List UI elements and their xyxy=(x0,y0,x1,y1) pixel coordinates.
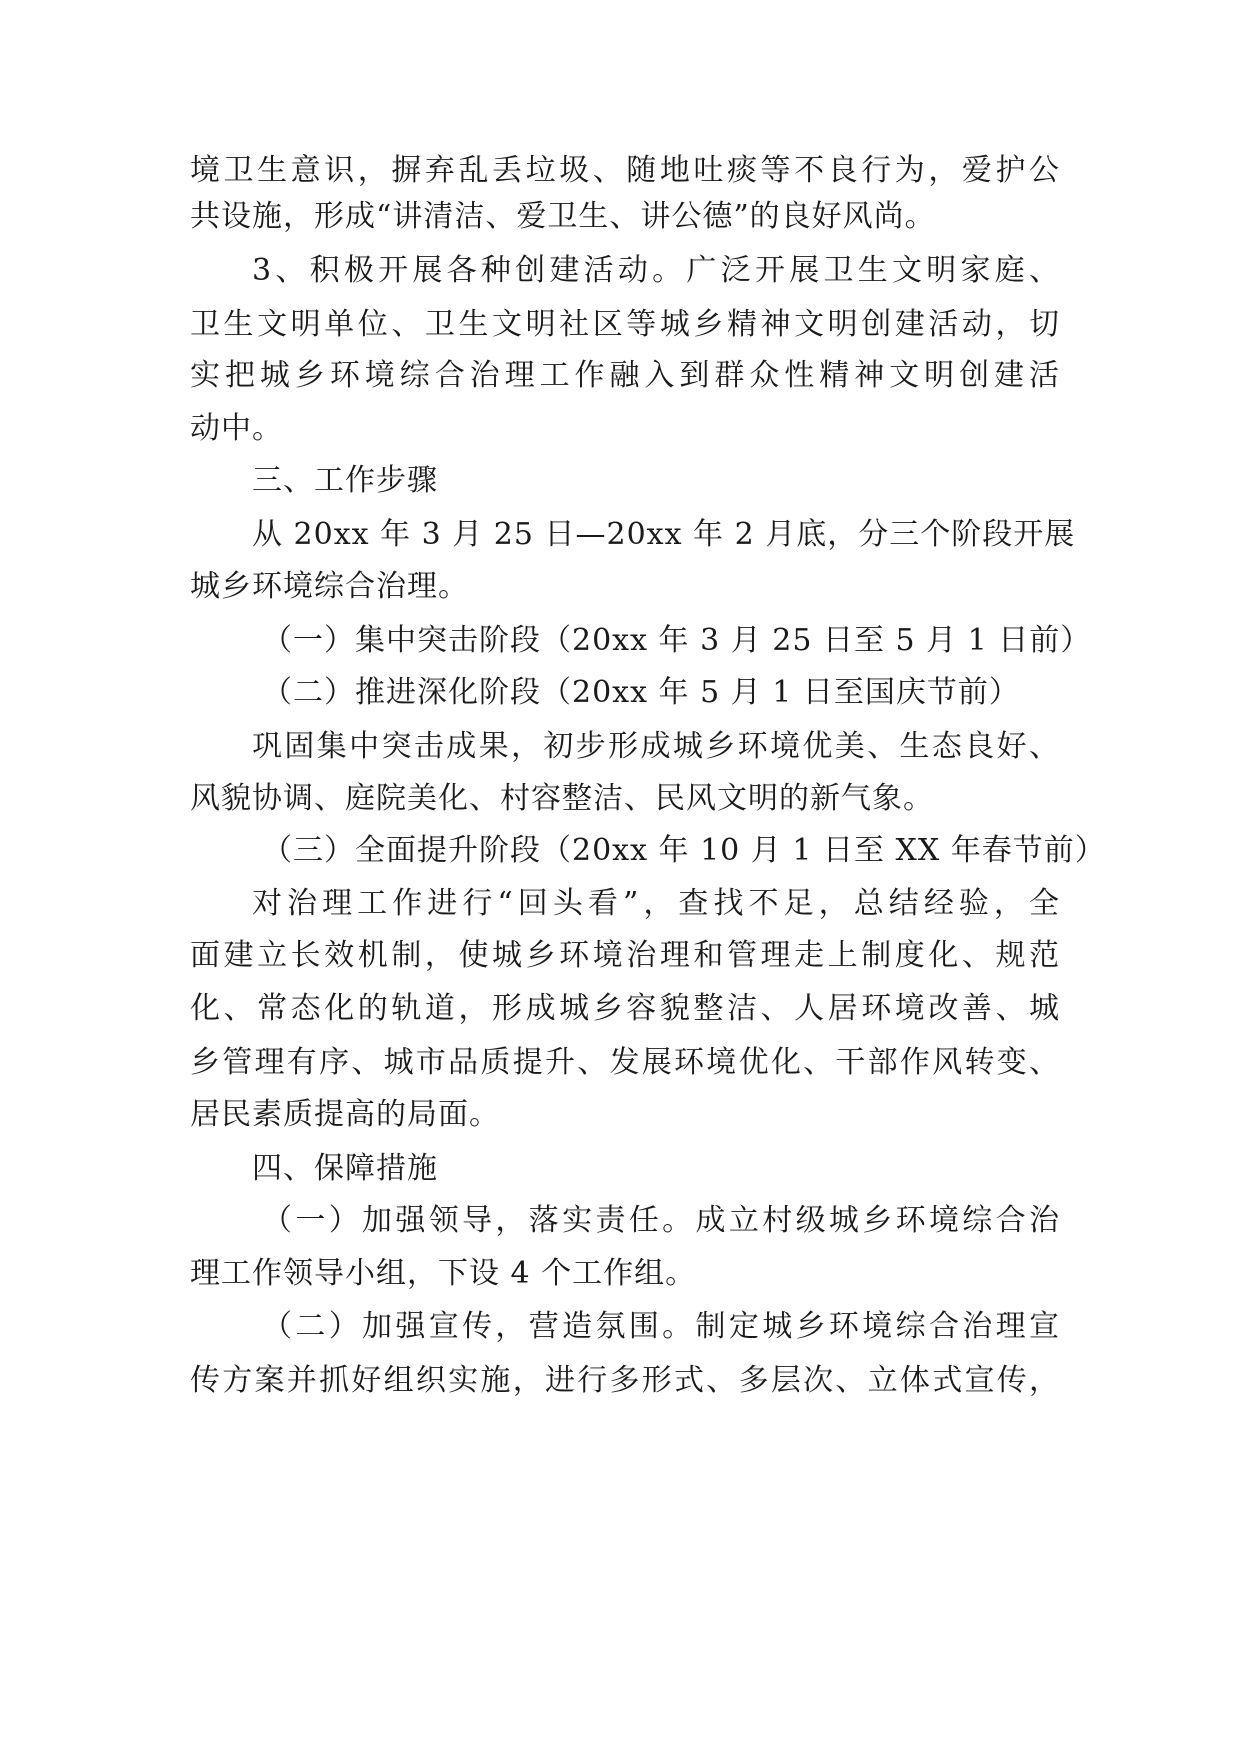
paragraph-line: （二）加强宣传，营造氛围。制定城乡环境综合治理宣 xyxy=(262,1309,1060,1344)
paragraph-line: 乡管理有序、城市品质提升、发展环境优化、干部作风转变、 xyxy=(190,1045,1060,1080)
paragraph-line: 理工作领导小组，下设 4 个工作组。 xyxy=(190,1256,697,1291)
paragraph-line: 传方案并抓好组织实施，进行多形式、多层次、立体式宣传， xyxy=(190,1363,1060,1398)
subsection-heading: （三）全面提升阶段（20xx 年 10 月 1 日至 XX 年春节前） xyxy=(262,833,1106,868)
paragraph-line: 居民素质提高的局面。 xyxy=(190,1097,500,1132)
section-heading: 四、保障措施 xyxy=(252,1151,438,1186)
paragraph-line: 动中。 xyxy=(190,411,283,446)
paragraph-line: 从 20xx 年 3 月 25 日—20xx 年 2 月底，分三个阶段开展 xyxy=(252,517,1076,552)
paragraph-line: 实把城乡环境综合治理工作融入到群众性精神文明创建活 xyxy=(190,358,1060,393)
paragraph-line: 对治理工作进行“回头看”，查找不足，总结经验，全 xyxy=(252,886,1060,921)
paragraph-line: 巩固集中突击成果，初步形成城乡环境优美、生态良好、 xyxy=(252,729,1060,764)
section-heading: 三、工作步骤 xyxy=(252,463,438,498)
paragraph-line: 城乡环境综合治理。 xyxy=(190,569,469,604)
subsection-heading: （一）集中突击阶段（20xx 年 3 月 25 日至 5 月 1 日前） xyxy=(262,623,1092,658)
paragraph-line: 3、积极开展各种创建活动。广泛开展卫生文明家庭、 xyxy=(252,253,1060,288)
paragraph-line: 风貌协调、庭院美化、村容整洁、民风文明的新气象。 xyxy=(190,781,934,816)
paragraph-line: 化、常态化的轨道，形成城乡容貌整洁、人居环境改善、城 xyxy=(190,991,1060,1026)
paragraph-line: 共设施，形成“讲清洁、爱卫生、讲公德”的良好风尚。 xyxy=(190,199,936,234)
paragraph-line: 卫生文明单位、卫生文明社区等城乡精神文明创建活动，切 xyxy=(190,307,1060,342)
paragraph-line: 面建立长效机制，使城乡环境治理和管理走上制度化、规范 xyxy=(190,938,1060,973)
paragraph-line: （一）加强领导，落实责任。成立村级城乡环境综合治 xyxy=(262,1203,1060,1238)
subsection-heading: （二）推进深化阶段（20xx 年 5 月 1 日至国庆节前） xyxy=(262,675,1020,710)
paragraph-line: 境卫生意识，摒弃乱丢垃圾、随地吐痰等不良行为，爱护公 xyxy=(190,153,1060,188)
